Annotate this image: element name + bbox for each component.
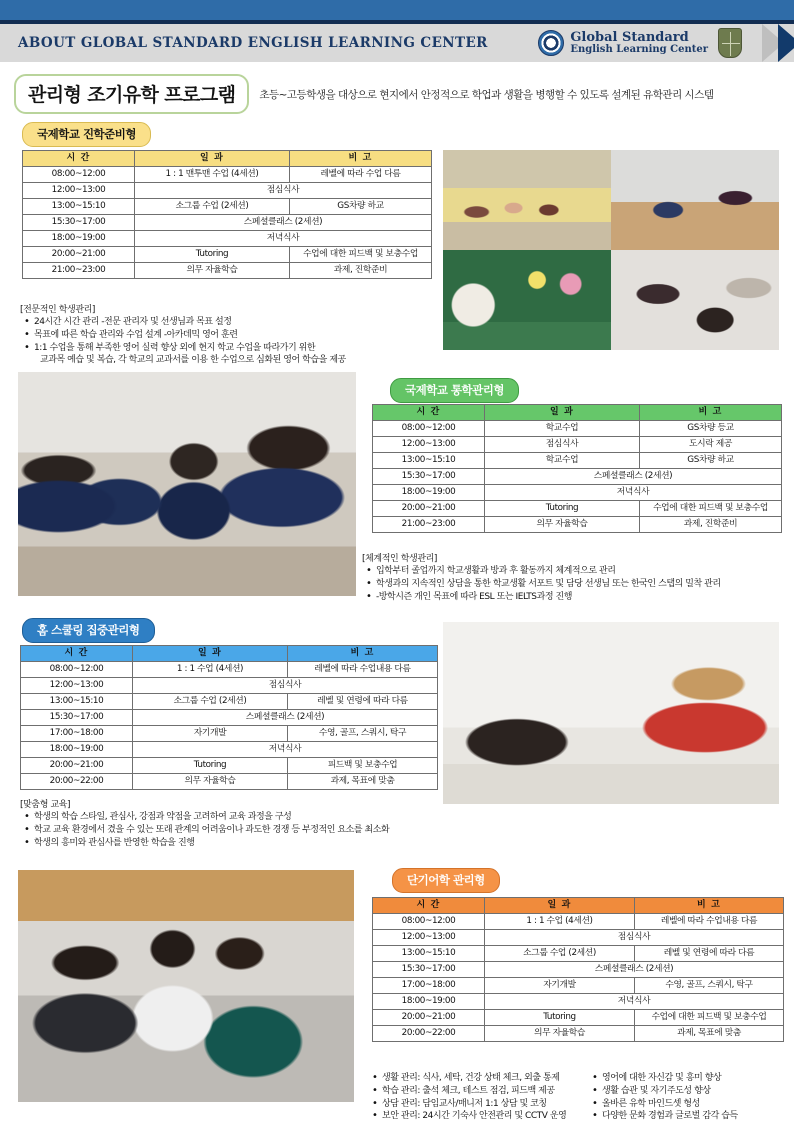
col-time: 시 간: [373, 898, 485, 914]
list-item: • 학생과의 지속적인 상담을 통한 학교생활 서포트 및 담당 선생님 또는 한국인 스탭의 밀착 관리: [362, 578, 786, 591]
note-block-3-right: [588, 1072, 788, 1123]
table-row: [21, 742, 438, 758]
list-item: • 학생의 흥미와 관심사를 반영한 학습을 진행: [20, 837, 450, 850]
schedule-table-3: [372, 897, 784, 1042]
cell-time: 21:00~23:00: [373, 517, 485, 533]
photo-science-classroom: [18, 372, 356, 596]
list-item: • 입학부터 졸업까지 학교생활과 방과 후 활동까지 체계적으로 관리: [362, 565, 786, 578]
cell-time: 12:00~13:00: [23, 183, 135, 199]
brand-lockup: [538, 24, 794, 62]
cell-time: 13:00~15:10: [373, 946, 485, 962]
table-row: [23, 263, 432, 279]
cell-time: 13:00~15:10: [373, 453, 485, 469]
col-note: 비 고: [288, 646, 438, 662]
table-row: [373, 962, 784, 978]
cell-note: 과제, 진학준비: [290, 263, 432, 279]
cell-note: 도시락 제공: [640, 437, 782, 453]
cell-task-merged: 스페셜클래스 (2세션): [485, 962, 784, 978]
cell-time: 15:30~17:00: [23, 215, 135, 231]
page-header: [0, 24, 794, 62]
cell-time: 15:30~17:00: [373, 962, 485, 978]
list-item: • 24시간 시간 관리 -전문 관리자 및 선생님과 목표 설정: [20, 316, 440, 329]
note-block-1: [362, 551, 786, 603]
brand-name: Global Standard: [570, 29, 689, 45]
table-row: [21, 694, 438, 710]
school-seal-icon: [538, 30, 564, 56]
table-row: [23, 199, 432, 215]
note-title: [전문적인 학생관리]: [20, 305, 96, 315]
cell-task: 1 : 1 수업 (4세션): [485, 914, 635, 930]
col-note: 비 고: [640, 405, 782, 421]
cell-task-merged: 점심식사: [133, 678, 438, 694]
note-block-3-left: [368, 1072, 584, 1123]
cell-time: 18:00~19:00: [373, 994, 485, 1010]
list-item: • -방학시즌 개인 목표에 따라 ESL 또는 IELTS과정 진행: [362, 591, 786, 604]
table-header-row: [373, 898, 784, 914]
cell-task: 자기개발: [133, 726, 288, 742]
cell-task: 의무 자율학습: [135, 263, 290, 279]
note-block-0: [20, 302, 440, 367]
cell-time: 18:00~19:00: [373, 485, 485, 501]
photo-science-fair: [443, 250, 611, 350]
list-item: • 학습 관리: 출석 체크, 테스트 점검, 피드백 제공: [368, 1085, 584, 1098]
table-header-row: [373, 405, 782, 421]
note-list-right: [588, 1072, 788, 1123]
note-list: [362, 565, 786, 603]
section-pill-2: 홈 스쿨링 집중관리형: [22, 618, 155, 643]
cell-task-merged: 스페셜클래스 (2세션): [485, 469, 782, 485]
cell-note: 레벨에 따라 수업내용 다름: [288, 662, 438, 678]
table-row: [21, 678, 438, 694]
cell-time: 20:00~21:00: [373, 501, 485, 517]
table-row: [373, 994, 784, 1010]
cell-task: 1 : 1 수업 (4세션): [133, 662, 288, 678]
cell-time: 08:00~12:00: [21, 662, 133, 678]
cell-time: 21:00~23:00: [23, 263, 135, 279]
table-row: [373, 485, 782, 501]
cell-note: 수업에 대한 피드백 및 보충수업: [635, 1010, 784, 1026]
schedule-table-0: [22, 150, 432, 279]
list-item: • 학생의 학습 스타일, 관심사, 강점과 약점을 고려하여 교육 과정을 구성: [20, 811, 450, 824]
cell-time: 18:00~19:00: [21, 742, 133, 758]
col-time: 시 간: [373, 405, 485, 421]
header-title: ABOUT GLOBAL STANDARD ENGLISH LEARNING CENTER: [18, 35, 488, 51]
list-item: • 목표에 따른 학습 관리와 수업 설계 -아카데믹 영어 훈련: [20, 329, 440, 342]
list-item: • 학교 교육 환경에서 겼을 수 있는 또래 관계의 어려움이나 과도한 경쟁 등 부정적인 요소를 최소화: [20, 824, 450, 837]
cell-task: 자기개발: [485, 978, 635, 994]
table-row: [373, 914, 784, 930]
photo-sports-gym: [611, 150, 779, 250]
cell-note: 수영, 골프, 스쿼시, 탁구: [635, 978, 784, 994]
cell-note: GS차량 하교: [290, 199, 432, 215]
brand-subtitle: English Learning Center: [570, 43, 708, 55]
cell-note: 과제, 진학준비: [640, 517, 782, 533]
note-list: [20, 811, 450, 849]
section-pill-1: 국제학교 통학관리형: [390, 378, 519, 403]
list-item: • 상담 관리: 담임교사/매니저 1:1 상담 및 코칭: [368, 1098, 584, 1111]
table-row: [21, 710, 438, 726]
table-row: [373, 978, 784, 994]
col-time: 시 간: [23, 151, 135, 167]
cell-task-merged: 스페셜클래스 (2세션): [133, 710, 438, 726]
cell-note: 레벨 및 연령에 따라 다름: [288, 694, 438, 710]
cell-task-merged: 점심식사: [135, 183, 432, 199]
list-item: • 1:1 수업을 통해 부족한 영어 실력 향상 외에 현지 학교 수업을 따라가기 위한: [20, 342, 440, 355]
program-title-row: [14, 74, 782, 114]
cell-time: 18:00~19:00: [23, 231, 135, 247]
cell-task: 1 : 1 맨투맨 수업 (4세션): [135, 167, 290, 183]
table-row: [23, 167, 432, 183]
list-item: • 올바른 유학 마인드셋 형성: [588, 1098, 788, 1111]
schedule-table-1: [372, 404, 782, 533]
table-header-row: [21, 646, 438, 662]
cell-task: Tutoring: [133, 758, 288, 774]
note-title: [맞춤형 교육]: [20, 800, 71, 810]
table-row: [23, 183, 432, 199]
table-row: [373, 501, 782, 517]
cell-time: 20:00~21:00: [23, 247, 135, 263]
photo-collage-school-activities: [443, 150, 779, 350]
table-row: [21, 662, 438, 678]
cell-time: 17:00~18:00: [373, 978, 485, 994]
list-item: • 생활 관리: 식사, 세탁, 건강 상태 체크, 외출 통제: [368, 1072, 584, 1085]
col-note: 비 고: [635, 898, 784, 914]
note-list: [20, 316, 440, 367]
cell-time: 20:00~21:00: [21, 758, 133, 774]
cell-task: Tutoring: [485, 501, 640, 517]
cell-task-merged: 점심식사: [485, 930, 784, 946]
photo-one-on-one-tutoring: [443, 622, 779, 804]
list-item: • 생활 습관 및 자기주도성 향상: [588, 1085, 788, 1098]
cell-time: 13:00~15:10: [21, 694, 133, 710]
table-row: [373, 421, 782, 437]
cell-time: 12:00~13:00: [373, 930, 485, 946]
cell-task: Tutoring: [135, 247, 290, 263]
cell-task: 의무 자율학습: [485, 517, 640, 533]
chevron-right-icon: [746, 24, 794, 62]
brand-text: [570, 31, 708, 56]
col-task: 일 과: [485, 405, 640, 421]
cell-task-merged: 스페셜클래스 (2세션): [135, 215, 432, 231]
cell-note: 과제, 목표에 맞춤: [635, 1026, 784, 1042]
cell-time: 17:00~18:00: [21, 726, 133, 742]
section-pill-0: 국제학교 진학준비형: [22, 122, 151, 147]
table-row: [373, 1010, 784, 1026]
table-body: [21, 662, 438, 790]
cell-time: 20:00~22:00: [21, 774, 133, 790]
cell-task: 점심식사: [485, 437, 640, 453]
note-list-left: [368, 1072, 584, 1123]
table-body: [373, 914, 784, 1042]
cell-note: 수영, 골프, 스쿼시, 탁구: [288, 726, 438, 742]
col-time: 시 간: [21, 646, 133, 662]
col-task: 일 과: [133, 646, 288, 662]
cell-task: 소그룹 수업 (2세션): [135, 199, 290, 215]
col-task: 일 과: [135, 151, 290, 167]
table-body: [373, 421, 782, 533]
photo-classroom-group: [443, 150, 611, 250]
list-item: • 다양한 문화 경험과 글로벌 감각 습득: [588, 1110, 788, 1123]
cell-task: 의무 자율학습: [485, 1026, 635, 1042]
cell-task: 의무 자율학습: [133, 774, 288, 790]
table-row: [21, 758, 438, 774]
table-row: [23, 215, 432, 231]
table-row: [373, 1026, 784, 1042]
program-badge: 관리형 조기유학 프로그램: [14, 74, 249, 114]
cell-task: 학교수업: [485, 421, 640, 437]
cell-note: 과제, 목표에 맞춤: [288, 774, 438, 790]
list-item: • 영어에 대한 자신감 및 흥미 향상: [588, 1072, 788, 1085]
cell-note: 수업에 대한 피드백 및 보충수업: [290, 247, 432, 263]
cell-note: 레벨에 따라 수업 다름: [290, 167, 432, 183]
photo-teacher-students: [611, 250, 779, 350]
photo-airport-departure: [18, 870, 354, 1102]
table-row: [23, 247, 432, 263]
cell-note: 수업에 대한 피드백 및 보충수업: [640, 501, 782, 517]
cell-time: 08:00~12:00: [373, 421, 485, 437]
note-block-2: [20, 797, 450, 849]
cell-task: 학교수업: [485, 453, 640, 469]
table-header-row: [23, 151, 432, 167]
cell-task-merged: 저녁식사: [135, 231, 432, 247]
col-task: 일 과: [485, 898, 635, 914]
cell-note: GS차량 하교: [640, 453, 782, 469]
cell-task-merged: 저녁식사: [133, 742, 438, 758]
table-row: [23, 231, 432, 247]
cell-time: 12:00~13:00: [373, 437, 485, 453]
cell-task: 소그룹 수업 (2세션): [485, 946, 635, 962]
cell-time: 20:00~22:00: [373, 1026, 485, 1042]
table-row: [373, 453, 782, 469]
list-item: • 보안 관리: 24시간 기숙사 안전관리 및 CCTV 운영: [368, 1110, 584, 1123]
cell-time: 12:00~13:00: [21, 678, 133, 694]
shield-crest-icon: [718, 28, 742, 58]
cell-time: 08:00~12:00: [373, 914, 485, 930]
table-row: [21, 726, 438, 742]
cell-task-merged: 저녁식사: [485, 485, 782, 501]
table-body: [23, 167, 432, 279]
cell-time: 08:00~12:00: [23, 167, 135, 183]
cell-task-merged: 저녁식사: [485, 994, 784, 1010]
note-title: [체계적인 학생관리]: [362, 554, 438, 564]
cell-time: 15:30~17:00: [373, 469, 485, 485]
table-row: [21, 774, 438, 790]
table-row: [373, 517, 782, 533]
top-band-blue: [0, 0, 794, 20]
section-pill-3: 단기어학 관리형: [392, 868, 500, 893]
table-row: [373, 930, 784, 946]
table-row: [373, 946, 784, 962]
col-note: 비 고: [290, 151, 432, 167]
cell-time: 13:00~15:10: [23, 199, 135, 215]
cell-note: 피드백 및 보충수업: [288, 758, 438, 774]
list-item: 교과목 예습 및 복습, 각 학교의 교과서를 이용 한 수업으로 심화된 영어 학습을 제공: [40, 355, 346, 366]
cell-task: 소그룹 수업 (2세션): [133, 694, 288, 710]
cell-note: 레벨에 따라 수업내용 다름: [635, 914, 784, 930]
table-row: [373, 469, 782, 485]
cell-note: 레벨 및 연령에 따라 다름: [635, 946, 784, 962]
cell-note: GS차량 등교: [640, 421, 782, 437]
program-description: 초등~고등학생을 대상으로 현지에서 안정적으로 학업과 생활을 병행할 수 있도록 설계된 유학관리 시스템: [259, 88, 714, 101]
cell-time: 15:30~17:00: [21, 710, 133, 726]
table-row: [373, 437, 782, 453]
schedule-table-2: [20, 645, 438, 790]
cell-time: 20:00~21:00: [373, 1010, 485, 1026]
cell-task: Tutoring: [485, 1010, 635, 1026]
